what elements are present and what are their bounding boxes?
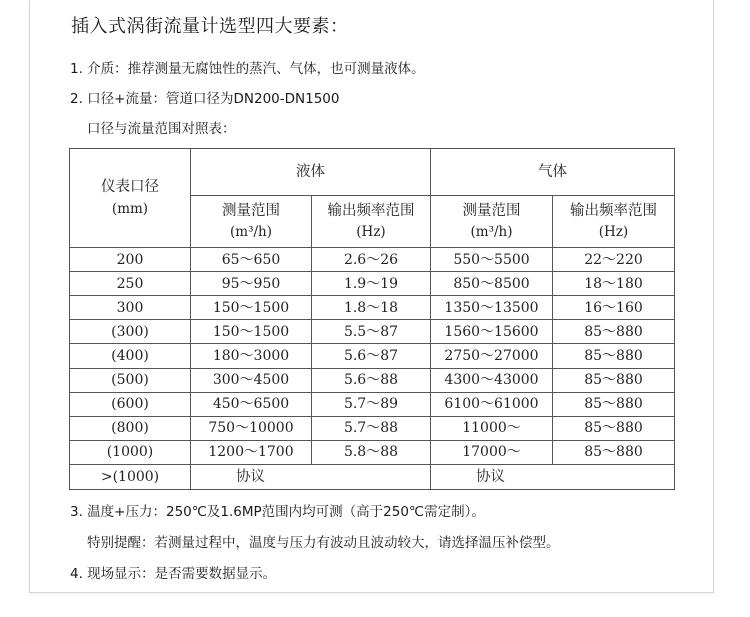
cell-gas-range: 17000～ [431,440,553,464]
cell-gas-negotiable: 协议 [431,464,675,489]
cell-liquid-freq: 5.6～87 [312,344,431,368]
header-diameter [70,149,191,248]
header-diameter-unit: (mm) [111,200,149,217]
cell-diameter: (500) [70,368,191,392]
header-gas-range [431,196,553,248]
table-row [70,272,675,296]
table-row [70,440,675,464]
table-row [70,368,675,392]
cell-diameter: (600) [70,392,191,416]
item-special-note: 特别提醒：若测量过程中，温度与压力有波动且波动较大，请选择温压补偿型。 [87,535,560,551]
cell-gas-range: 2750～27000 [431,344,553,368]
cell-diameter: (1000) [70,440,191,464]
cell-liquid-freq: 2.6～26 [312,248,431,272]
header-range-label: 测量范围 [222,202,280,219]
cell-gas-freq: 85～880 [553,344,675,368]
cell-gas-range: 1350～13500 [431,296,553,320]
cell-liquid-freq: 5.7～89 [312,392,431,416]
header-range-label: 测量范围 [462,202,521,219]
header-range-unit: (m³/h) [230,223,272,240]
header-range-unit: (m³/h) [470,223,513,240]
item-display: 4. 现场显示：是否需要数据显示。 [70,566,277,582]
cell-liquid-freq: 1.9～19 [312,272,431,296]
cell-liquid-freq: 5.6～88 [312,368,431,392]
header-liquid-freq [312,196,431,248]
cell-liquid-freq: 5.7～88 [312,416,431,440]
cell-liquid-freq: 1.8～18 [312,296,431,320]
cell-gas-freq: 85～880 [553,392,675,416]
cell-diameter: 250 [70,272,191,296]
cell-diameter: (400) [70,344,191,368]
table-row [70,344,675,368]
cell-liquid-range: 95～950 [191,272,312,296]
item-temp-pressure: 3. 温度+压力：250℃及1.6MP范围内均可测（高于250℃需定制）。 [70,504,485,520]
cell-liquid-range: 150～1500 [191,320,312,344]
cell-gas-range: 4300～43000 [431,368,553,392]
cell-gas-range: 550～5500 [431,248,553,272]
cell-gas-freq: 16～160 [553,296,675,320]
cell-gas-range: 850～8500 [431,272,553,296]
table-row-negotiable [70,464,675,489]
cell-gas-freq: 85～880 [553,440,675,464]
header-gas: 气体 [431,149,675,196]
cell-liquid-range: 180～3000 [191,344,312,368]
item-diameter-flow: 2. 口径+流量：管道口径为DN200-DN1500 [70,91,340,107]
page-title: 插入式涡街流量计选型四大要素： [71,16,349,37]
cell-diameter: 300 [70,296,191,320]
header-freq-label: 输出频率范围 [570,202,657,219]
cell-gas-freq: 22～220 [553,248,675,272]
diameter-flow-table [69,148,675,490]
cell-diameter: >(1000) [70,464,191,489]
cell-diameter: (300) [70,320,191,344]
cell-liquid-range: 750～10000 [191,416,312,440]
table-row [70,416,675,440]
cell-liquid-range: 300～4500 [191,368,312,392]
item-medium: 1. 介质：推荐测量无腐蚀性的蒸汽、气体，也可测量液体。 [70,61,425,77]
cell-gas-freq: 85～880 [553,416,675,440]
cell-liquid-freq: 5.8～88 [312,440,431,464]
cell-liquid-range: 1200～1700 [191,440,312,464]
table-row [70,296,675,320]
table-row [70,248,675,272]
cell-gas-range: 6100～61000 [431,392,553,416]
header-gas-freq [553,196,675,248]
table-row [70,320,675,344]
cell-gas-range: 11000～ [431,416,553,440]
cell-gas-freq: 85～880 [553,368,675,392]
cell-diameter: (800) [70,416,191,440]
header-freq-unit: (Hz) [598,223,629,240]
cell-liquid-range: 150～1500 [191,296,312,320]
table-caption: 口径与流量范围对照表： [87,121,236,137]
header-freq-label: 输出频率范围 [327,202,415,219]
header-diameter-label: 仪表口径 [101,178,159,195]
cell-gas-range: 1560～15600 [431,320,553,344]
cell-liquid-range: 450～6500 [191,392,312,416]
cell-gas-freq: 18～180 [553,272,675,296]
cell-liquid-negotiable: 协议 [191,464,431,489]
cell-liquid-range: 65～650 [191,248,312,272]
cell-gas-freq: 85～880 [553,320,675,344]
table-row [70,392,675,416]
cell-liquid-freq: 5.5～87 [312,320,431,344]
header-freq-unit: (Hz) [356,223,386,240]
header-liquid: 液体 [191,149,431,196]
cell-diameter: 200 [70,248,191,272]
header-liquid-range [191,196,312,248]
